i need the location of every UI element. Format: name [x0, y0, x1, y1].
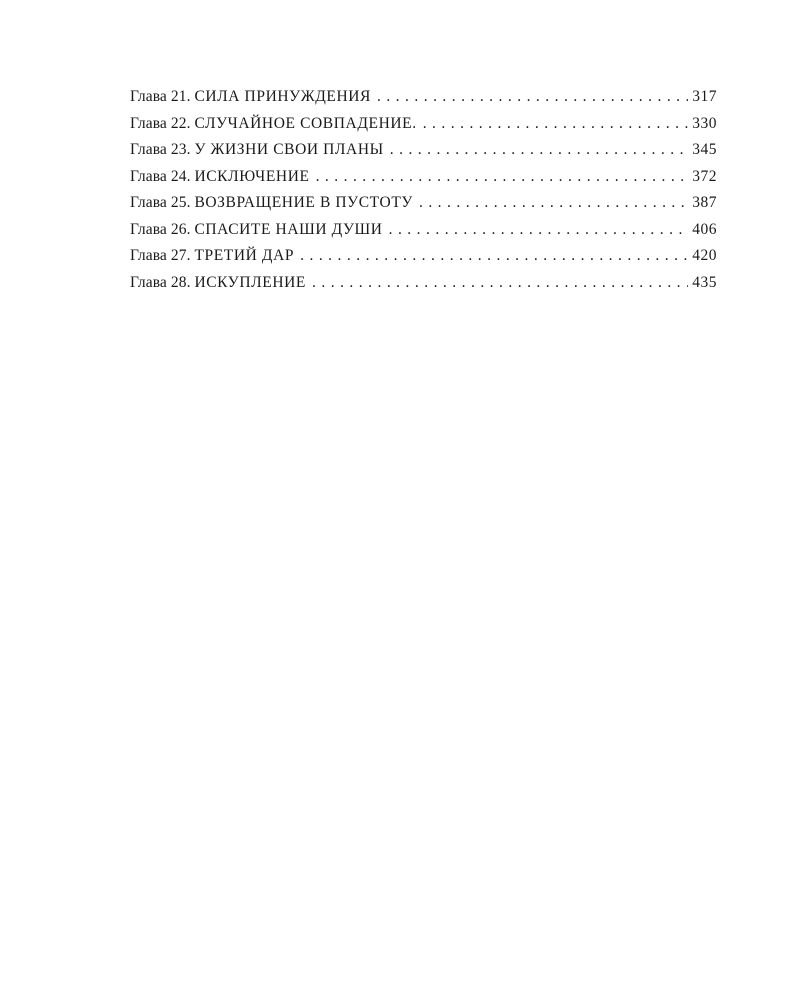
toc-entry-label [130, 190, 413, 217]
chapter-title: ВОЗВРАЩЕНИЕ В ПУСТОТУ [194, 194, 413, 211]
chapter-title: СИЛА ПРИНУЖДЕНИЯ [194, 88, 371, 105]
chapter-number: Глава 27. [130, 247, 191, 264]
toc-entry-24 [130, 164, 717, 191]
chapter-number: Глава 28. [130, 273, 191, 291]
chapter-title: ИСКЛЮЧЕНИЕ [194, 167, 310, 185]
dot-leader [377, 84, 688, 111]
chapter-title: ИСКУПЛЕНИЕ [194, 273, 307, 291]
toc-entry-label [130, 243, 294, 270]
page-number: 435 [692, 273, 717, 291]
dot-leader [423, 111, 689, 138]
chapter-number: Глава 24. [130, 167, 191, 185]
chapter-number: Глава 23. [130, 141, 191, 158]
toc-entry-28 [130, 270, 717, 297]
toc-entry-label [130, 270, 306, 297]
dot-leader [390, 137, 689, 164]
toc-entry-26 [130, 217, 717, 244]
toc-entry-label [130, 84, 371, 111]
toc-entry-23 [130, 137, 717, 164]
toc-entry-25 [130, 190, 717, 217]
chapter-title: СПАСИТЕ НАШИ ДУШИ [194, 220, 383, 238]
dot-leader [389, 217, 689, 244]
page-number: 420 [692, 247, 717, 264]
table-of-contents [130, 84, 717, 296]
toc-entry-label [130, 137, 384, 164]
page-number: 372 [692, 167, 717, 185]
page-number: 317 [692, 88, 717, 105]
toc-entry-label [130, 164, 310, 191]
toc-entry-22 [130, 111, 717, 138]
dot-leader [419, 190, 688, 217]
dot-leader [316, 164, 689, 191]
chapter-number: Глава 25. [130, 194, 191, 211]
toc-entry-21 [130, 84, 717, 111]
toc-entry-label [130, 111, 417, 138]
toc-entry-27 [130, 243, 717, 270]
page-number: 330 [692, 114, 717, 132]
chapter-number: Глава 22. [130, 114, 191, 132]
toc-entry-label [130, 217, 383, 244]
chapter-title: СЛУЧАЙНОЕ СОВПАДЕНИЕ. [194, 114, 417, 132]
chapter-number: Глава 26. [130, 220, 191, 238]
chapter-title: ТРЕТИЙ ДАР [194, 247, 295, 264]
page-number: 345 [692, 141, 717, 158]
page-number: 387 [692, 194, 717, 211]
chapter-title: У ЖИЗНИ СВОИ ПЛАНЫ [194, 141, 384, 158]
dot-leader [300, 243, 688, 270]
dot-leader [312, 270, 688, 297]
chapter-number: Глава 21. [130, 88, 191, 105]
page-number: 406 [692, 220, 717, 238]
